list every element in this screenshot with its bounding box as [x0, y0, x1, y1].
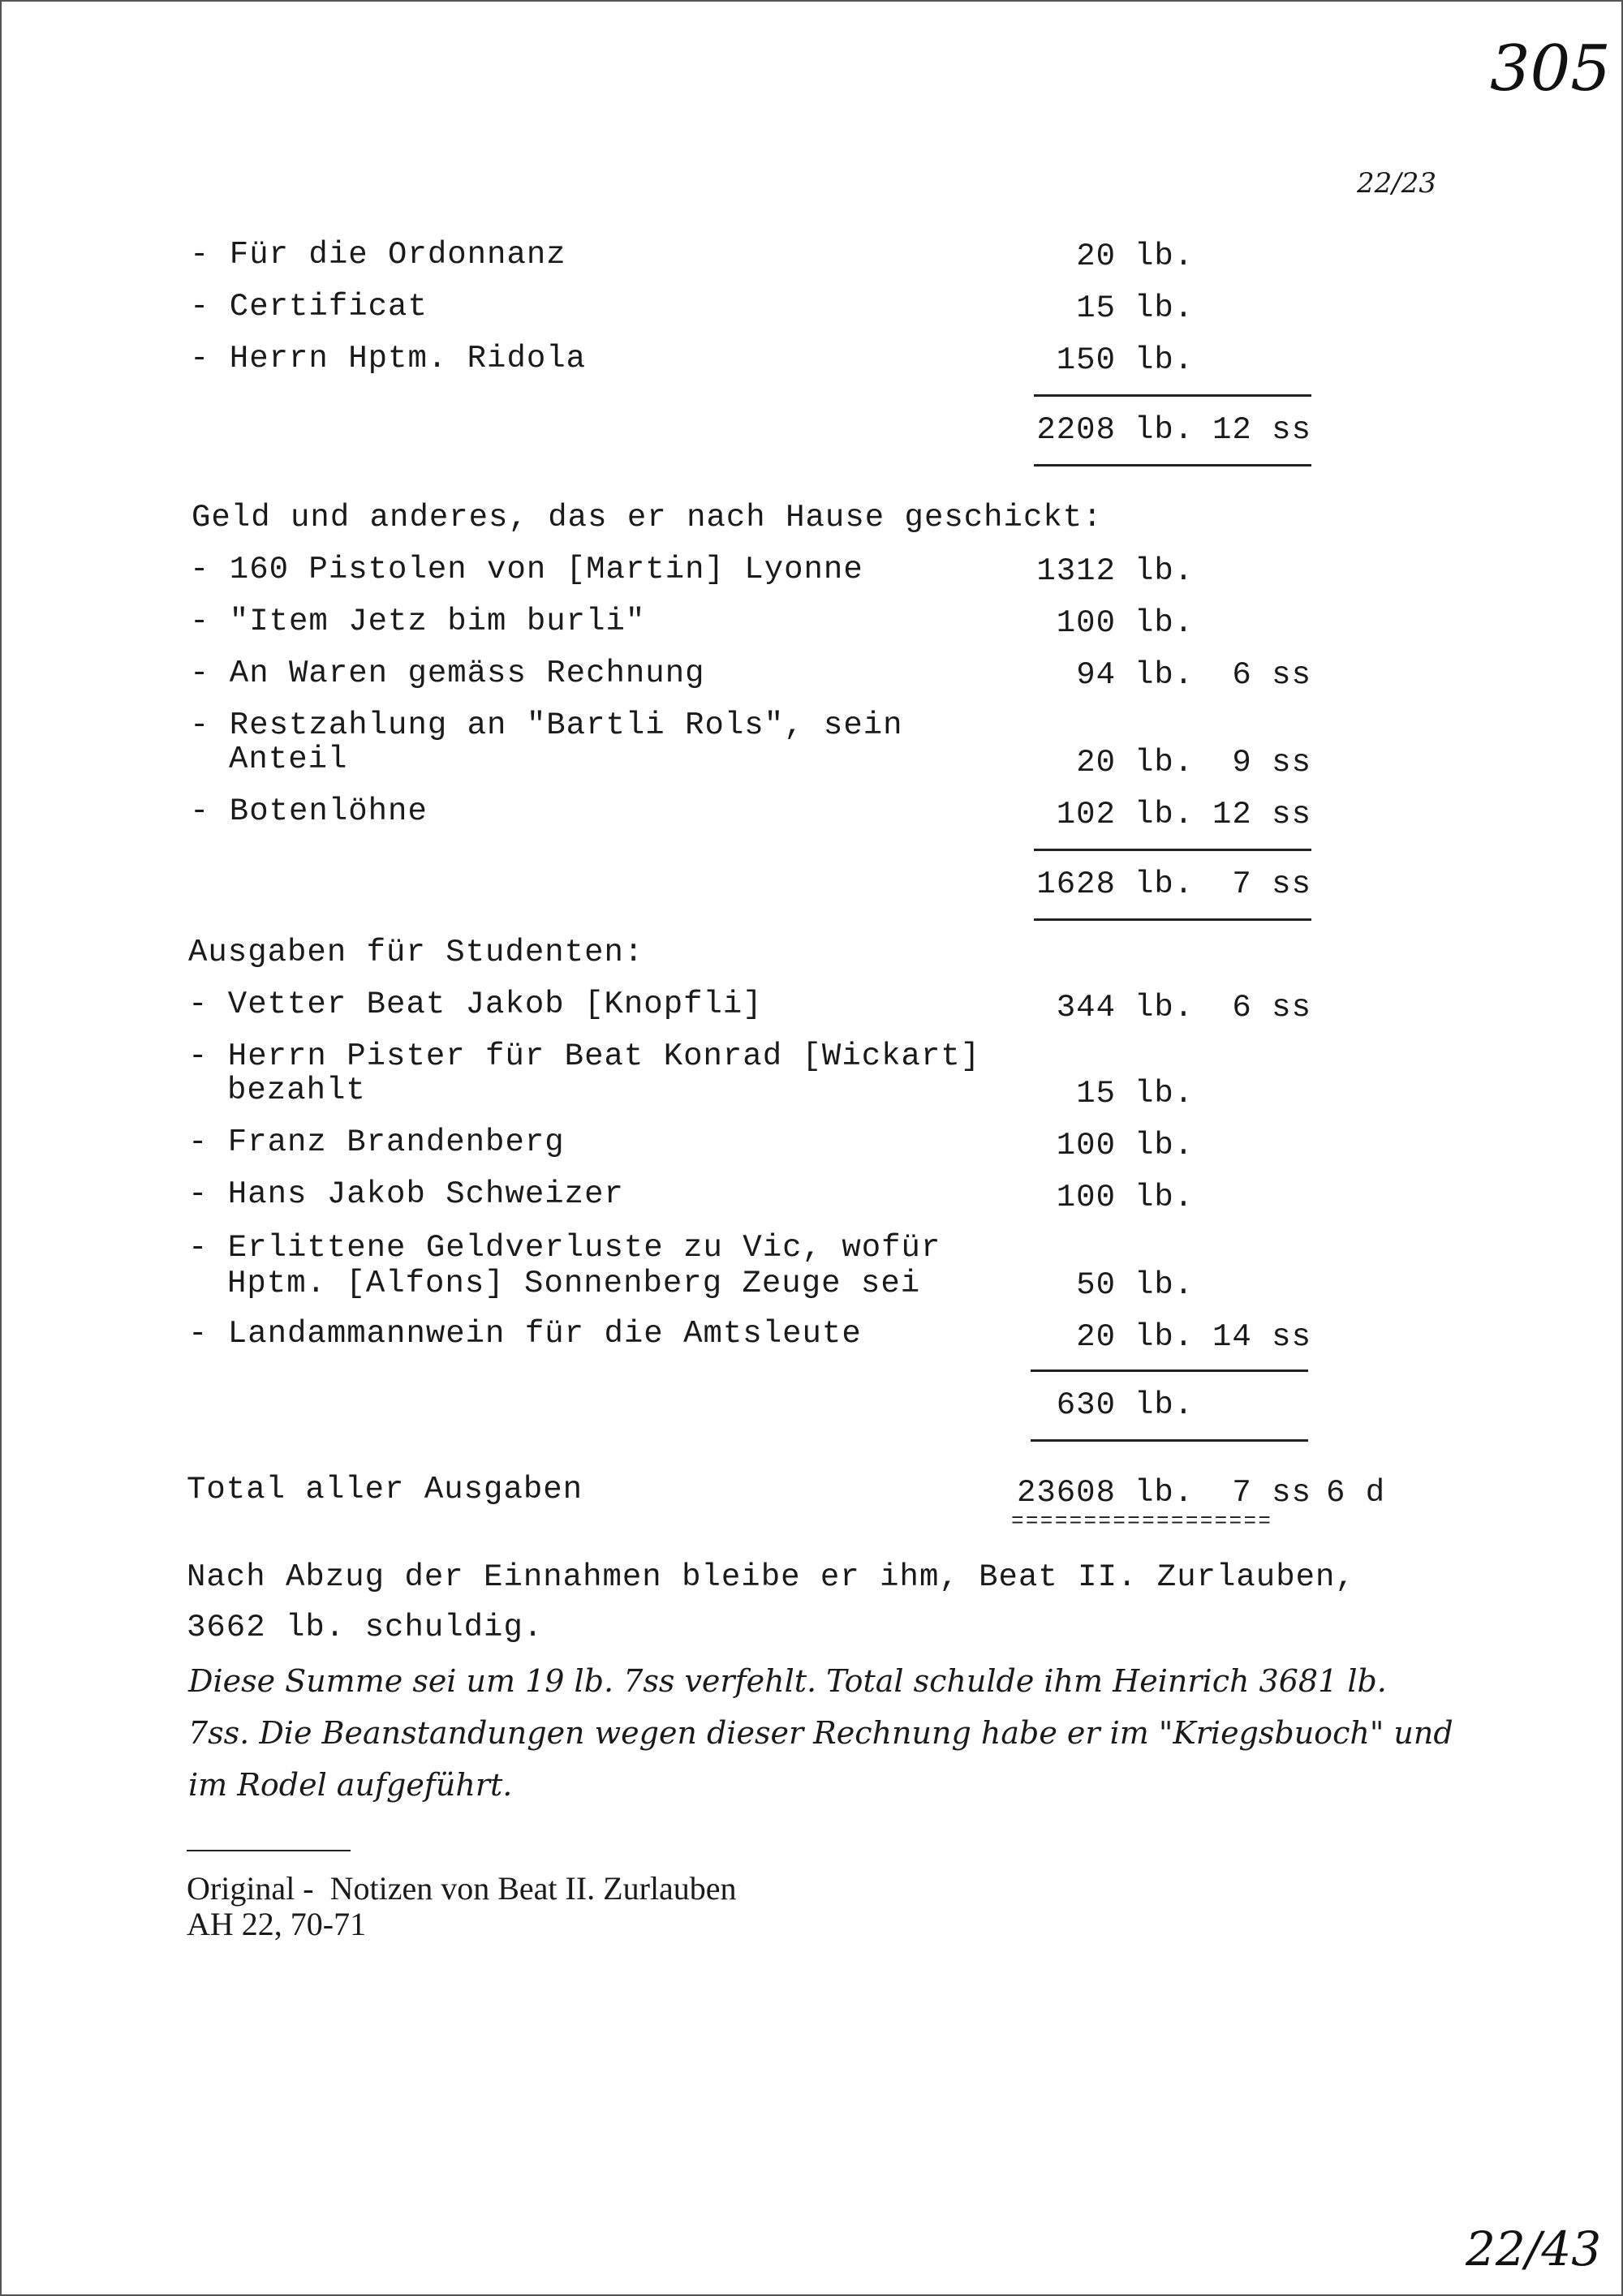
list-item-unit: lb.: [1134, 605, 1195, 641]
subtotal-unit: lb.: [1134, 866, 1195, 902]
list-item-ss: 9 ss: [1232, 745, 1311, 780]
subtotal-ss: 7 ss: [1232, 866, 1311, 902]
list-item-amount: 15: [1076, 1076, 1116, 1111]
italic-note-line: Diese Summe sei um 19 lb. 7ss verfehlt. Total schulde ihm Heinrich 3681 lb.: [188, 1663, 1387, 1699]
subtotal-rule-bottom: [1034, 464, 1311, 467]
total-double-underline: ==================: [1011, 1509, 1273, 1533]
list-item-label-continued: Hptm. [Alfons] Sonnenberg Zeuge sei: [227, 1266, 921, 1301]
list-item-label-continued: Anteil: [229, 742, 348, 777]
subtotal-rule-bottom: [1031, 1439, 1308, 1442]
list-item-amount: 100: [1056, 605, 1116, 641]
subtotal-rule-top: [1034, 849, 1311, 851]
subtotal-amount: 630: [1056, 1387, 1116, 1423]
list-item-amount: 20: [1076, 239, 1116, 274]
list-item-unit: lb.: [1134, 657, 1195, 693]
subtotal-unit: lb.: [1134, 1387, 1195, 1423]
section-heading: Geld und anderes, das er nach Hause geschickt:: [192, 500, 1103, 535]
list-item-label: - An Waren gemäss Rechnung: [190, 656, 705, 691]
list-item-label: - "Item Jetz bim burli": [190, 604, 646, 639]
subtotal-rule-bottom: [1034, 918, 1311, 921]
total-ss: 7 ss: [1232, 1475, 1311, 1511]
list-item-unit: lb.: [1134, 1180, 1195, 1215]
list-item-label: - Franz Brandenberg: [188, 1124, 565, 1160]
handwritten-page-number: 305: [1490, 32, 1611, 105]
list-item-amount: 15: [1076, 290, 1116, 326]
list-item-unit: lb.: [1134, 745, 1195, 780]
list-item-unit: lb.: [1134, 1267, 1195, 1303]
list-item-label: - Erlittene Geldverluste zu Vic, wofür: [188, 1230, 941, 1266]
total-amount: 23608: [1016, 1475, 1116, 1511]
conclusion-line: 3662 lb. schuldig.: [187, 1610, 544, 1645]
subtotal-ss: 12 ss: [1212, 412, 1311, 448]
list-item-unit: lb.: [1134, 1128, 1195, 1163]
list-item-amount: 1312: [1036, 553, 1116, 589]
subtotal-amount: 2208: [1036, 412, 1116, 448]
list-item-amount: 50: [1076, 1267, 1116, 1303]
list-item-unit: lb.: [1134, 342, 1195, 378]
list-item-label-continued: bezahlt: [227, 1073, 366, 1108]
list-item-unit: lb.: [1134, 1319, 1195, 1355]
list-item-ss: 12 ss: [1212, 797, 1311, 832]
footnote-separator: [187, 1850, 351, 1851]
list-item-label: - Landammannwein für die Amtsleute: [188, 1316, 862, 1352]
conclusion-line: Nach Abzug der Einnahmen bleibe er ihm, Beat II. Zurlauben,: [187, 1559, 1355, 1595]
list-item-ss: 6 ss: [1232, 657, 1311, 693]
list-item-amount: 20: [1076, 1319, 1116, 1355]
subtotal-amount: 1628: [1036, 866, 1116, 902]
list-item-unit: lb.: [1134, 1076, 1195, 1111]
list-item-amount: 150: [1056, 342, 1116, 378]
list-item-label: - 160 Pistolen von [Martin] Lyonne: [190, 552, 863, 587]
list-item-amount: 100: [1056, 1180, 1116, 1215]
list-item-amount: 94: [1076, 657, 1116, 693]
list-item-label: - Botenlöhne: [190, 793, 428, 829]
list-item-ss: 6 ss: [1232, 990, 1311, 1025]
footnote-line: Original - Notizen von Beat II. Zurlauben: [187, 1870, 737, 1907]
list-item-label: - Restzahlung an "Bartli Rols", sein: [190, 707, 903, 743]
total-d: 6 d: [1326, 1475, 1386, 1511]
list-item-amount: 100: [1056, 1128, 1116, 1163]
list-item-amount: 20: [1076, 745, 1116, 780]
page-reference: 22/23: [1357, 167, 1436, 200]
italic-note-line: im Rodel aufgeführt.: [188, 1767, 513, 1803]
list-item-ss: 14 ss: [1212, 1319, 1311, 1355]
subtotal-unit: lb.: [1134, 412, 1195, 448]
list-item-label: - Für die Ordonnanz: [190, 237, 566, 273]
list-item-label: - Vetter Beat Jakob [Knopfli]: [188, 987, 763, 1022]
list-item-label: - Herrn Hptm. Ridola: [190, 341, 587, 376]
list-item-unit: lb.: [1134, 797, 1195, 832]
list-item-amount: 102: [1056, 797, 1116, 832]
subtotal-rule-top: [1031, 1369, 1308, 1372]
section-heading: Ausgaben für Studenten:: [188, 935, 644, 970]
list-item-unit: lb.: [1134, 290, 1195, 326]
total-unit: lb.: [1134, 1475, 1195, 1511]
total-label: Total aller Ausgaben: [187, 1472, 583, 1507]
list-item-label: - Hans Jakob Schweizer: [188, 1176, 624, 1212]
handwritten-archive-number: 22/43: [1466, 2221, 1602, 2277]
subtotal-rule-top: [1034, 394, 1311, 397]
list-item-unit: lb.: [1134, 990, 1195, 1025]
list-item-unit: lb.: [1134, 553, 1195, 589]
footnote-line: AH 22, 70-71: [187, 1906, 367, 1942]
list-item-amount: 344: [1056, 990, 1116, 1025]
italic-note-line: 7ss. Die Beanstandungen wegen dieser Rechnung habe er im "Kriegsbuoch" und: [188, 1715, 1453, 1751]
list-item-label: - Herrn Pister für Beat Konrad [Wickart]: [188, 1038, 981, 1074]
list-item-label: - Certificat: [190, 289, 428, 325]
list-item-unit: lb.: [1134, 239, 1195, 274]
